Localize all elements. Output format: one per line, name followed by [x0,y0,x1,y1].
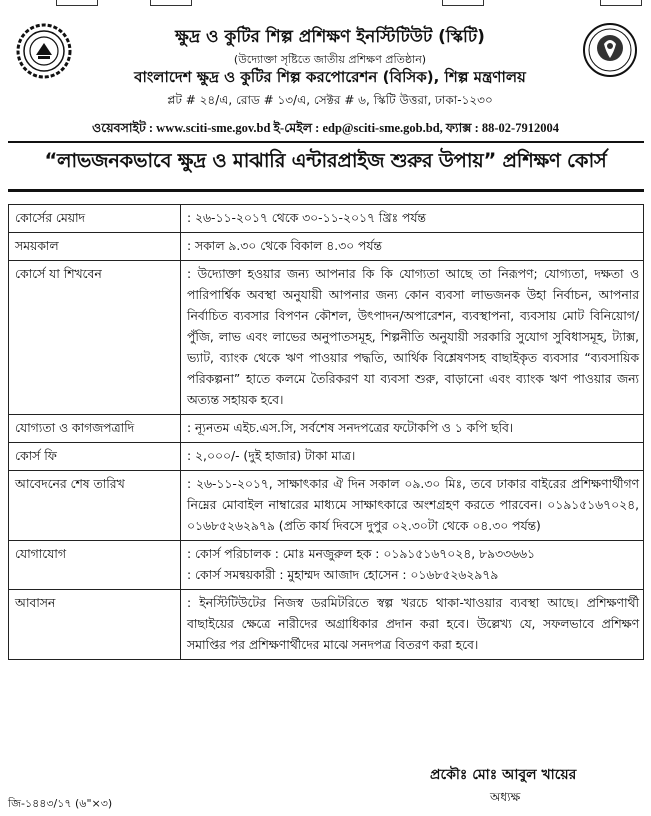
table-row [9,415,644,443]
row-value: : ২,০০০/- (দুই হাজার) টাকা মাত্র। [181,443,644,471]
row-label: যোগাযোগ [9,541,181,590]
course-director-line: : কোর্স পরিচালক : মোঃ মনজুরুল হক : ০১৯১৫১৬৭০২৪, ৮৯৩৩৬৬১ [187,547,535,561]
top-edge-marks [0,0,651,6]
row-label: সময়কাল [9,233,181,261]
table-row [9,205,644,233]
signatory-designation: অধ্যক্ষ [490,790,521,804]
row-value: : ইনস্টিটিউটের নিজস্ব ডরমিটরিতে স্বল্প খরচে থাকা-খাওয়ার ব্যবস্থা আছে। প্রশিক্ষণার্থী বাছাইয়ের ক্ষেত্রে নারীদের অগ্রাধিকার প্রদান করা হবে। উল্লেখ্য যে, সফলভাবে প্রশিক্ষণ সমাপ্তির পর প্রশিক্ষণার্থীদের মাঝে সনদপত্র বিতরণ করা হবে। [181,590,644,660]
row-label: যোগ্যতা ও কাগজপত্রাদি [9,415,181,443]
government-seal-icon [582,22,638,78]
divider-top [8,141,644,143]
institute-subtitle: (উদ্যোক্তা সৃষ্টিতে জাতীয় প্রশিক্ষণ প্রতিষ্ঠান) [233,53,427,66]
row-label: কোর্সের মেয়াদ [9,205,181,233]
signatory-name: প্রকৌঃ মোঃ আবুল খায়ের [430,767,577,783]
row-label: কোর্সে যা শিখবেন [9,261,181,415]
row-label: আবাসন [9,590,181,660]
row-value [181,541,644,590]
table-row [9,261,644,415]
course-coordinator-line: : কোর্স সমন্বয়কারী : মুহাম্মদ আজাদ হোসেন : ০১৬৮৫২৬২৯৭৯ [187,568,499,582]
institute-address: প্লট # ২৪/এ, রোড # ১৩/এ, সেক্টর # ৬, স্কিটি উত্তরা, ঢাকা-১২৩০ [167,93,493,107]
table-row [9,443,644,471]
table-row [9,590,644,660]
course-banner: “লাভজনকভাবে ক্ষুদ্র ও মাঝারি এন্টারপ্রাইজ শুরুর উপায়” প্রশিক্ষণ কোর্স [44,149,607,172]
table-row [9,541,644,590]
course-info-table [8,204,644,660]
corporation-name: বাংলাদেশ ক্ষুদ্র ও কুটির শিল্প করপোরেশন (বিসিক), শিল্প মন্ত্রণালয় [134,68,526,86]
row-label: আবেদনের শেষ তারিখ [9,471,181,541]
row-value: : ন্যূনতম এইচ.এস.সি, সর্বশেষ সনদপত্রের ফটোকপি ও ১ কপি ছবি। [181,415,644,443]
institute-title: ক্ষুদ্র ও কুটির শিল্প প্রশিক্ষণ ইনস্টিটিউট (স্কিটি) [175,27,485,47]
sciti-logo-icon [16,23,72,79]
row-label: কোর্স ফি [9,443,181,471]
reference-number: জি-১৪৪৩/১৭ (৬"×৩) [8,797,113,810]
row-value: : ২৬-১১-২০১৭ থেকে ৩০-১১-২০১৭ খ্রিঃ পর্যন্ত [181,205,644,233]
row-value: : ২৬-১১-২০১৭, সাক্ষাৎকার ঐ দিন সকাল ০৯.৩০ মিঃ, তবে ঢাকার বাইরের প্রশিক্ষণার্থীগণ নিম্নের মোবাইল নাম্বারের মাধ্যমে সাক্ষাৎকারে অংশগ্রহণ করতে পারবেন। ০১৯১৫১৬৭০২৪, ০১৬৮৫২৬২৯৭৯ (প্রতি কার্য দিবসে দুপুর ০২.৩০টা থেকে ০৪.৩০ পর্যন্ত) [181,471,644,541]
row-value: : সকাল ৯.৩০ থেকে বিকাল ৪.৩০ পর্যন্ত [181,233,644,261]
divider-bottom [8,189,644,192]
row-value: : উদ্যোক্তা হওয়ার জন্য আপনার কি কি যোগ্যতা আছে তা নিরূপণ; যোগ্যতা, দক্ষতা ও পারিপার্শ্বিক অবস্থা অনুযায়ী আপনার জন্য কোন ব্যবসা লাভজনক উহা নির্বাচন, আপনার নির্বাচিত ব্যবসার বিপণন কৌশল, উৎপাদন/অপারেশন, ব্যবস্থাপনা, ব্যবসায় মোট বিনিয়োগ/পুঁজি, লাভ এবং লাভের অনুপাতসমূহ, শিল্পনীতি অনুযায়ী সরকারি সুযোগ সুবিধাসমূহ, ট্যাক্স, ভ্যাট, ব্যাংক থেকে ঋণ পাওয়ার পদ্ধতি, আর্থিক বিশ্লেষণসহ বাছাইকৃত ব্যবসার “ব্যবসায়িক পরিকল্পনা” হাতে কলমে তৈরিকরণ যা ব্যবসা শুরু, বাড়ানো এবং ব্যাংক ঋণ পাওয়ার জন্য অত্যন্ত সহায়ক হবে। [181,261,644,415]
table-row [9,471,644,541]
table-row [9,233,644,261]
contact-line: ওয়েবসাইট : www.sciti-sme.gov.bd ই-মেইল : edp@sciti-sme.gob.bd, ফ্যাক্স : 88-02-7912004 [92,121,559,135]
